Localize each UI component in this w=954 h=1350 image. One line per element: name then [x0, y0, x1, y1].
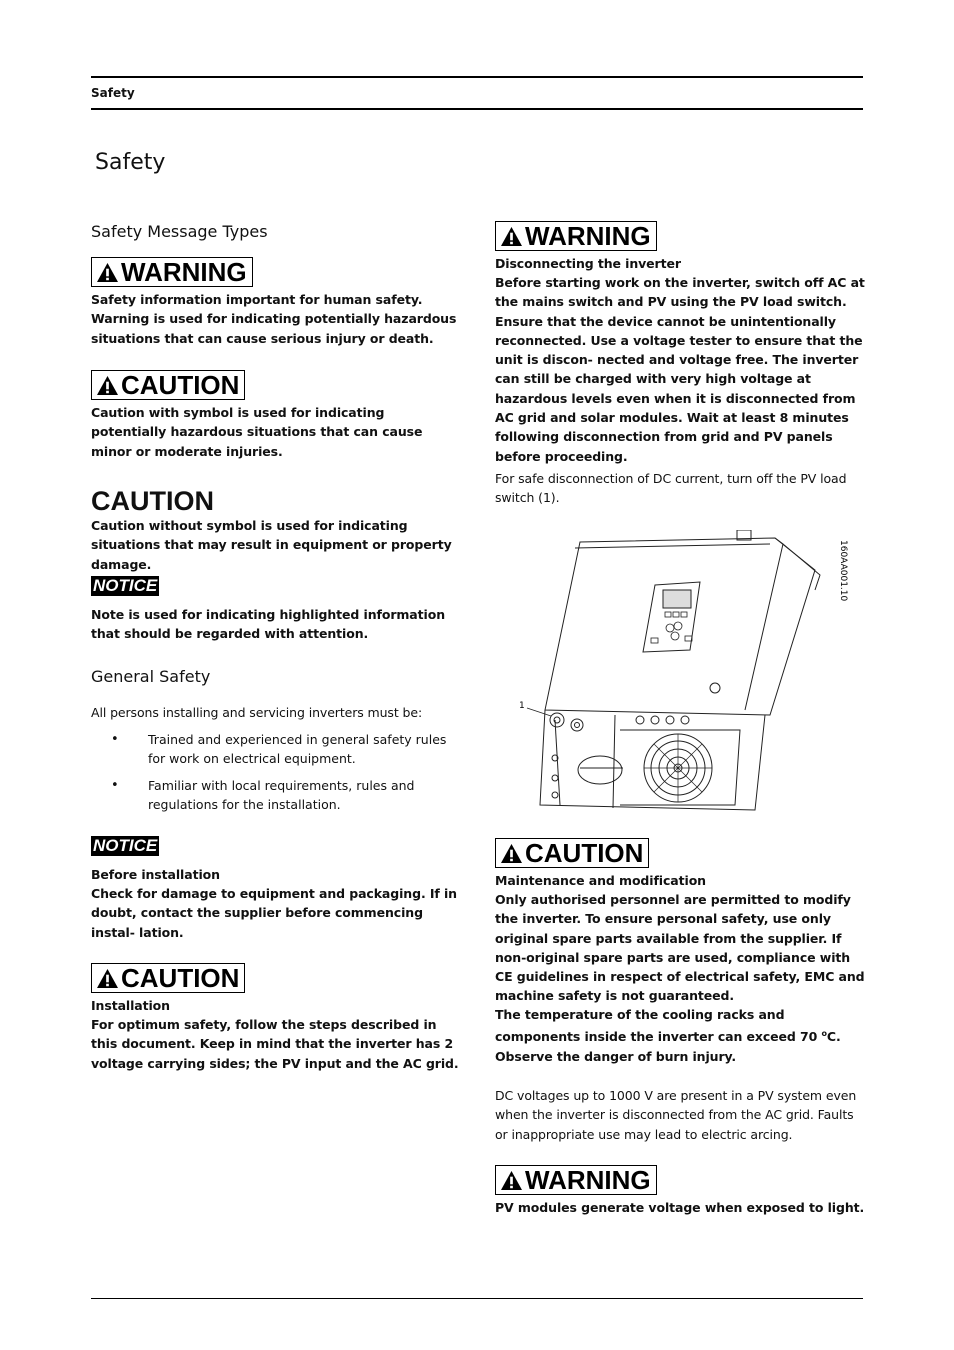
header-rule-bottom	[91, 108, 863, 110]
pv-voltage-warning-text: PV modules generate voltage when exposed to light.	[495, 1200, 865, 1215]
general-safety-list	[91, 730, 461, 814]
caution-symbol-description: Caution with symbol is used for indicating potentially hazardous situations that can cause minor or moderate injuries.	[91, 405, 423, 459]
general-safety-heading: General Safety	[91, 667, 211, 686]
notice-label: NOTICE	[93, 836, 158, 855]
warning-badge: WARNING	[495, 221, 657, 251]
general-safety-intro: All persons installing and servicing inverters must be:	[91, 705, 423, 720]
notice-label: NOTICE	[93, 576, 158, 595]
figure-callout-1: 1	[519, 701, 525, 711]
page-title: Safety	[95, 150, 166, 175]
notice-description: Note is used for indicating highlighted information that should be regarded with attention.	[91, 607, 445, 642]
maintenance-title: Maintenance and modification	[495, 873, 706, 888]
caution-triangle-icon	[96, 375, 119, 396]
disconnecting-text: Before starting work on the inverter, switch off AC at the mains switch and PV using the PV load switch. Ensure that the device cannot be unintentionally reconnected. Use a voltage tester to ensure that the unit is discon- nected and voltage free. The inverter can still be charged with very high voltage at hazardous levels even when it is disconnected from AC grid and solar modules. Wait at least 8 minutes following disconnection from grid and PV panels before proceeding.	[495, 275, 865, 464]
caution-badge: CAUTION	[91, 963, 245, 993]
figure-code: 160AA001.10	[838, 540, 848, 602]
warning-description: Safety information important for human safety. Warning is used for indicating potentially hazardous situations that can cause serious injury or death.	[91, 292, 457, 346]
warning-triangle-icon	[500, 226, 523, 247]
caution-triangle-icon	[500, 843, 523, 864]
warning-triangle-icon	[96, 262, 119, 283]
warning-triangle-icon	[500, 1170, 523, 1191]
installation-text: For optimum safety, follow the steps described in this document. Keep in mind that the inverter has 2 voltage carrying sides; the PV input and the AC grid.	[91, 1017, 459, 1071]
list-item: • Familiar with local requirements, rules and regulations for the installation.	[91, 776, 461, 815]
before-installation-text: Check for damage to equipment and packaging. If in doubt, contact the supplier before commencing instal- lation.	[91, 886, 457, 940]
disconnecting-title: Disconnecting the inverter	[495, 256, 681, 271]
caution-triangle-icon	[96, 968, 119, 989]
maintenance-text: Only authorised personnel are permitted to modify the inverter. To ensure personal safety, use only original spare parts available from the supplier. If non-original spare parts are used, compliance with CE guidelines in respect of electrical safety, EMC and machine safety is not guaranteed.	[495, 892, 865, 1004]
list-item: • Trained and experienced in general safety rules for work on electrical equipment.	[91, 730, 461, 769]
inverter-figure	[515, 530, 850, 815]
warning-badge: WARNING	[91, 257, 253, 287]
safety-message-types-heading: Safety Message Types	[91, 222, 268, 241]
running-head: Safety	[91, 86, 135, 100]
dc-voltage-text: DC voltages up to 1000 V are present in a PV system even when the inverter is disconnected from the AC grid. Faults or inappropriate use may lead to electric arcing.	[495, 1088, 857, 1142]
caution-plain-label: CAUTION	[91, 486, 214, 516]
header-rule-top	[91, 76, 863, 78]
caution-badge: CAUTION	[495, 838, 649, 868]
dc-disconnection-note: For safe disconnection of DC current, turn off the PV load switch (1).	[495, 471, 847, 506]
before-installation-title: Before installation	[91, 867, 220, 882]
temperature-text: The temperature of the cooling racks and components inside the inverter can exceed 70 $^o$C. Observe the danger of burn injury.	[495, 1007, 841, 1064]
footer-rule	[91, 1298, 863, 1299]
warning-badge: WARNING	[495, 1165, 657, 1195]
installation-title: Installation	[91, 998, 170, 1013]
caution-badge: CAUTION	[91, 370, 245, 400]
caution-plain-description: Caution without symbol is used for indicating situations that may result in equipment or property damage.	[91, 518, 452, 572]
